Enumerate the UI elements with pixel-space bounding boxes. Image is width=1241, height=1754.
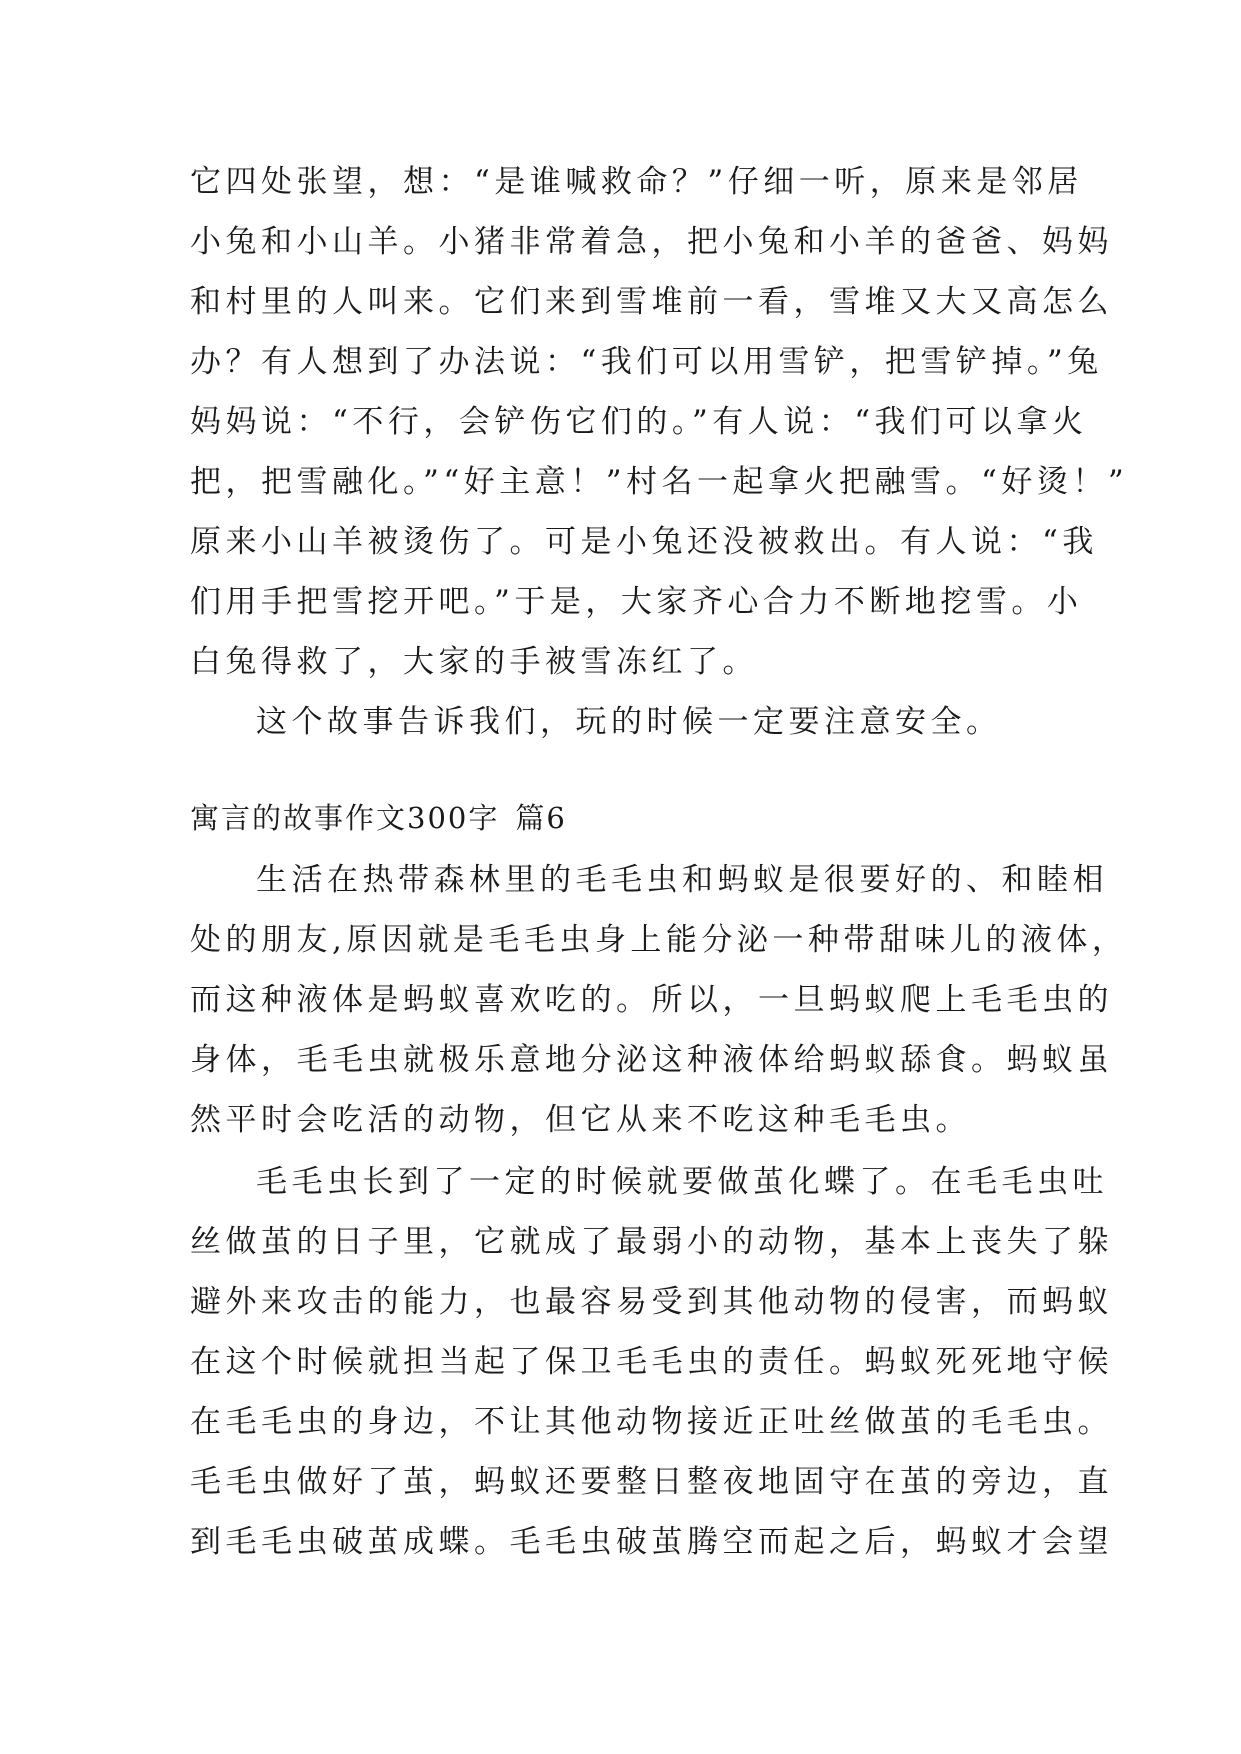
text-line: 它四处张望，想：“是谁喊救命？”仔细一听，原来是邻居 — [190, 164, 1083, 200]
moral-line: 这个故事告诉我们，玩的时候一定要注意安全。 — [256, 704, 1002, 740]
text-line: 妈妈说：“不行，会铲伤它们的。”有人说：“我们可以拿火 — [190, 404, 1088, 440]
text-line: 到毛毛虫破茧成蝶。毛毛虫破茧腾空而起之后，蚂蚁才会望 — [190, 1524, 1113, 1560]
story-continuation — [190, 152, 1129, 752]
text-line: 把，把雪融化。”“好主意！”村名一起拿火把融雪。“好烫！” — [190, 464, 1129, 500]
text-line: 和村里的人叫来。它们来到雪堆前一看，雪堆又大又高怎么 — [190, 284, 1113, 320]
text-line: 避外来攻击的能力，也最容易受到其他动物的侵害，而蚂蚁 — [190, 1284, 1113, 1320]
text-line: 毛毛虫做好了茧，蚂蚁还要整日整夜地固守在茧的旁边，直 — [190, 1464, 1113, 1500]
text-line: 在这个时候就担当起了保卫毛毛虫的责任。蚂蚁死死地守候 — [190, 1344, 1113, 1380]
text-line: 身体，毛毛虫就极乐意地分泌这种液体给蚂蚁舔食。蚂蚁虽 — [190, 1042, 1113, 1078]
section-number: 篇6 — [515, 801, 567, 835]
text-line: 毛毛虫长到了一定的时候就要做茧化蝶了。在毛毛虫吐 — [256, 1164, 1108, 1200]
text-line: 丝做茧的日子里，它就成了最弱小的动物，基本上丧失了躲 — [190, 1224, 1113, 1260]
paragraph-2 — [190, 1152, 1113, 1572]
text-line: 办？有人想到了办法说：“我们可以用雪铲，把雪铲掉。”兔 — [190, 344, 1103, 380]
text-line: 生活在热带森林里的毛毛虫和蚂蚁是很要好的、和睦相 — [256, 862, 1108, 898]
text-line: 原来小山羊被烫伤了。可是小兔还没被救出。有人说：“我 — [190, 524, 1098, 560]
paragraph-1 — [190, 850, 1128, 1150]
text-line: 而这种液体是蚂蚁喜欢吃的。所以，一旦蚂蚁爬上毛毛虫的 — [190, 982, 1113, 1018]
section-title — [190, 788, 1060, 848]
text-line: 小兔和小山羊。小猪非常着急，把小兔和小羊的爸爸、妈妈 — [190, 224, 1113, 260]
text-line: 处的朋友,原因就是毛毛虫身上能分泌一种带甜味儿的液体， — [190, 922, 1128, 958]
text-line: 在毛毛虫的身边，不让其他动物接近正吐丝做茧的毛毛虫。 — [190, 1404, 1113, 1440]
text-line: 们用手把雪挖开吧。”于是，大家齐心合力不断地挖雪。小 — [190, 584, 1083, 620]
text-line: 白兔得救了，大家的手被雪冻红了。 — [190, 644, 758, 680]
section-title-text: 寓言的故事作文300字 — [190, 801, 500, 835]
text-line: 然平时会吃活的动物，但它从来不吃这种毛毛虫。 — [190, 1102, 971, 1138]
section-heading — [190, 788, 1060, 848]
